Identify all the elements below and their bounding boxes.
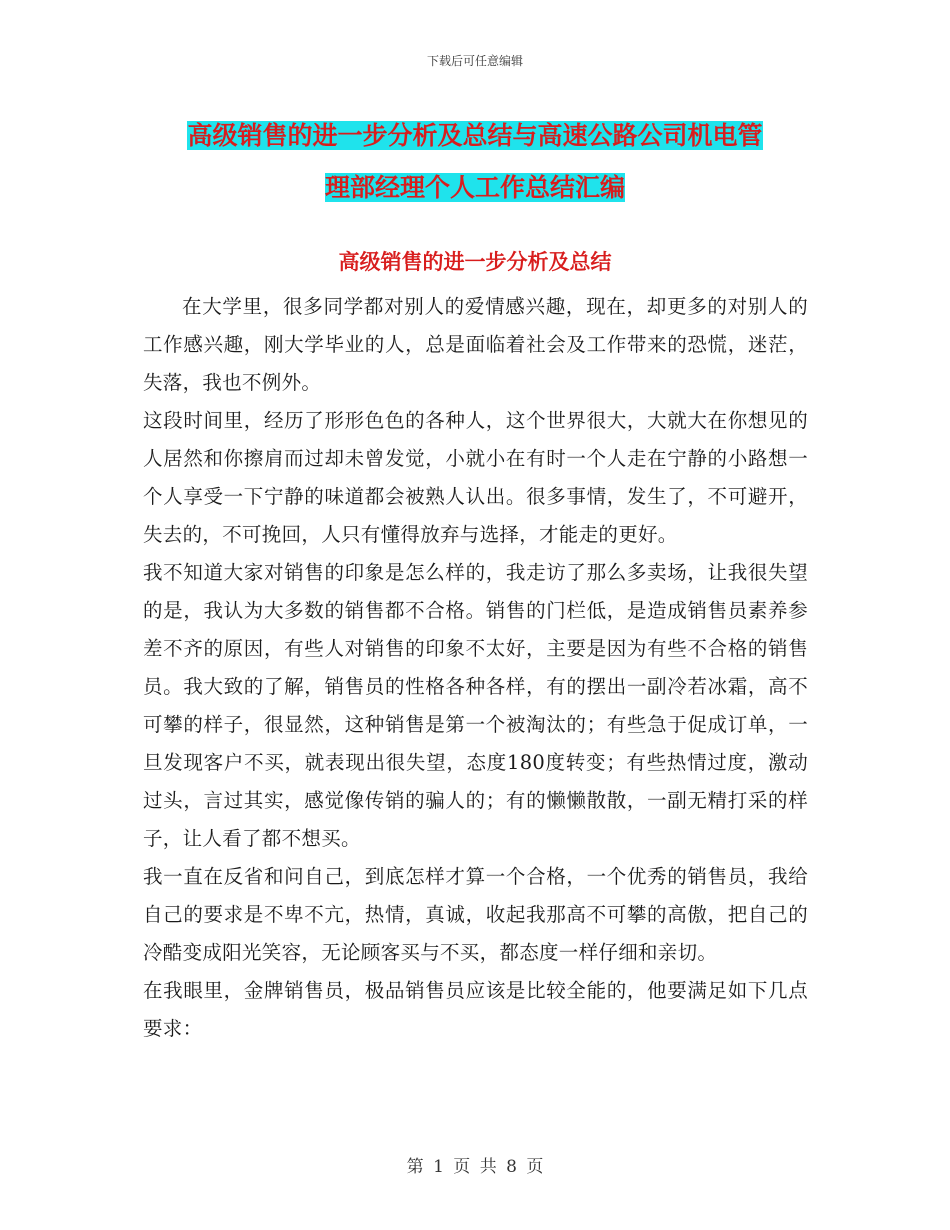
paragraph: 这段时间里，经历了形形色色的各种人，这个世界很大，大就大在你想见的人居然和你擦肩而过却未曾发觉，小就小在有时一个人走在宁静的小路想一个人享受一下宁静的味道都会被熟人认出。很多事情，发生了，不可避开，失去的，不可挽回，人只有懂得放弃与选择，才能走的更好。 (143, 409, 808, 546)
section-title: 高级销售的进一步分析及总结 (338, 250, 612, 274)
paragraph: 在我眼里，金牌销售员，极品销售员应该是比较全能的，他要满足如下几点要求： (143, 979, 808, 1040)
title-line-1: 高级销售的进一步分析及总结与高速公路公司机电管 (187, 121, 763, 150)
document-title (145, 110, 805, 214)
paragraph: 在大学里，很多同学都对别人的爱情感兴趣，现在，却更多的对别人的工作感兴趣，刚大学毕业的人，总是面临着社会及工作带来的恐慌，迷茫，失落，我也不例外。 (143, 295, 808, 394)
page-footer: 第 1 页 共 8 页 (406, 1157, 544, 1177)
page-header-note: 下载后可任意编辑 (426, 54, 523, 68)
document-body (143, 288, 808, 1048)
title-line-2: 理部经理个人工作总结汇编 (324, 173, 625, 202)
paragraph: 我不知道大家对销售的印象是怎么样的，我走访了那么多卖场，让我很失望的是，我认为大多数的销售都不合格。销售的门栏低，是造成销售员素养参差不齐的原因，有些人对销售的印象不太好，主要是因为有些不合格的销售员。我大致的了解，销售员的性格各种各样，有的摆出一副冷若冰霜，高不可攀的样子，很显然，这种销售是第一个被淘汰的；有些急于促成订单，一旦发现客户不买，就表现出很失望，态度180度转变；有些热情过度，激动过头，言过其实，感觉像传销的骗人的；有的懒懒散散，一副无精打采的样子，让人看了都不想买。 (143, 561, 808, 850)
paragraph: 我一直在反省和问自己，到底怎样才算一个合格，一个优秀的销售员，我给自己的要求是不卑不亢，热情，真诚，收起我那高不可攀的高傲，把自己的冷酷变成阳光笑容，无论顾客买与不买，都态度一样仔细和亲切。 (143, 865, 808, 964)
